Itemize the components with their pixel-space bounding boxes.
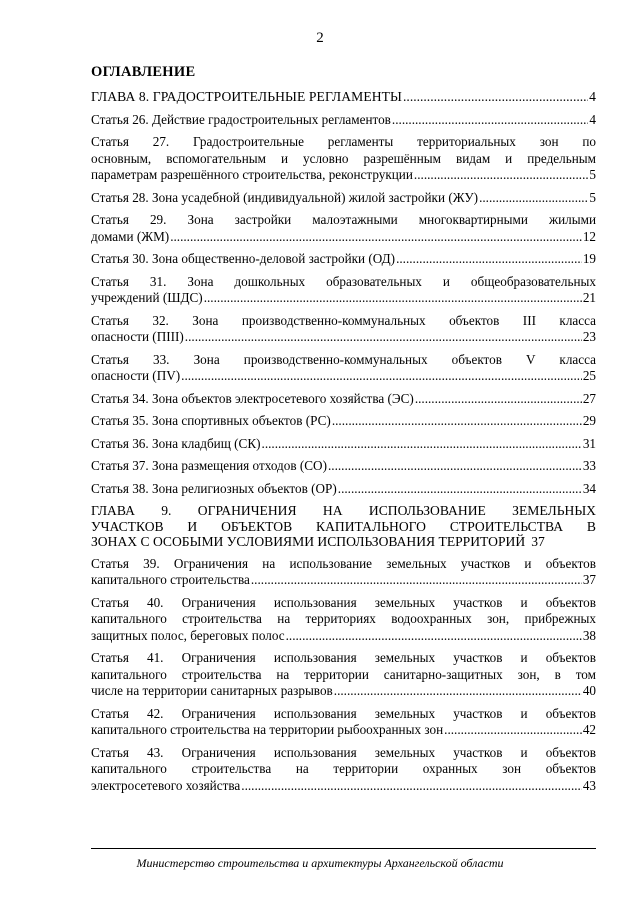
toc-entry-title: Статья 26. Действие градостроительных регламентов	[91, 111, 391, 127]
toc-entry-title: опасности (ПIII)	[91, 329, 184, 344]
dot-leader	[403, 89, 588, 106]
toc-entry[interactable]	[91, 134, 596, 185]
toc-entry-last-line	[91, 481, 596, 498]
toc-entry[interactable]	[91, 481, 596, 499]
toc-entry-line: Статья 32. Зона производственно-коммунальных объектов III класса	[91, 312, 596, 328]
toc-entry[interactable]	[91, 458, 596, 476]
toc-entry-last-line	[91, 229, 596, 246]
toc-entry[interactable]	[91, 556, 596, 590]
toc-entry-page: 5	[589, 167, 596, 182]
toc-entry-last-line	[91, 458, 596, 475]
toc-entry-page: 12	[582, 228, 596, 244]
toc-entry-last-line	[91, 290, 596, 307]
toc-entry-page: 19	[582, 251, 596, 266]
toc-entry-title: числе на территории санитарных разрывов	[91, 683, 333, 698]
toc-entry-last-line	[91, 190, 596, 207]
toc-entry-page: 5	[589, 189, 596, 205]
dot-leader	[392, 112, 588, 129]
toc-entry-last-line	[91, 112, 596, 129]
toc-entry-title: учреждений (ШДС)	[91, 290, 203, 305]
toc-entry[interactable]	[91, 503, 596, 551]
footer-divider	[91, 848, 596, 849]
toc-entry-line: Статья 33. Зона производственно-коммунальных объектов V класса	[91, 351, 596, 367]
dot-leader	[444, 722, 582, 739]
toc-entry-line: Статья 42. Ограничения использования земельных участков и объектов	[91, 705, 596, 721]
toc-entry-page: 43	[582, 777, 596, 793]
toc-entry[interactable]	[91, 391, 596, 409]
toc-entry-last-line	[91, 391, 596, 408]
dot-leader	[328, 458, 582, 475]
toc-entry[interactable]	[91, 413, 596, 431]
toc-entry-title: электросетевого хозяйства	[91, 777, 241, 793]
toc-entry-line: ГЛАВА 9. ОГРАНИЧЕНИЯ НА ИСПОЛЬЗОВАНИЕ ЗЕМЕЛЬНЫХ	[91, 503, 596, 518]
dot-leader	[332, 413, 582, 430]
toc-entry-last-line	[91, 329, 596, 346]
toc-entry-title: защитных полос, береговых полос	[91, 627, 285, 643]
toc-entry[interactable]	[91, 112, 596, 130]
toc-entry-title: капитального строительства на территории рыбоохранных зон	[91, 722, 444, 737]
dot-leader	[204, 290, 582, 307]
toc-entry[interactable]	[91, 436, 596, 454]
toc-entry-line: Статья 27. Градостроительные регламенты территориальных зон по	[91, 134, 596, 149]
toc-entry-line: капитального строительства на территории санитарно-защитных зон, в том	[91, 666, 596, 682]
toc-entry-last-line	[91, 778, 596, 795]
toc-entry-page: 34	[582, 480, 596, 496]
toc-entry[interactable]	[91, 212, 596, 246]
toc-entry-last-line	[91, 628, 596, 645]
toc-entry-page: 25	[582, 368, 596, 383]
dot-leader	[286, 628, 582, 645]
table-of-contents	[91, 89, 596, 800]
toc-entry-title: ГЛАВА 8. ГРАДОСТРОИТЕЛЬНЫЕ РЕГЛАМЕНТЫ	[91, 89, 403, 104]
dot-leader	[334, 683, 582, 700]
toc-entry[interactable]	[91, 745, 596, 796]
toc-entry-page: 38	[582, 627, 596, 643]
dot-leader	[185, 329, 582, 346]
dot-leader	[338, 481, 582, 498]
toc-entry-page: 37	[531, 534, 545, 549]
page-number: 2	[316, 30, 324, 46]
toc-entry-page: 42	[582, 722, 596, 737]
toc-entry-last-line	[91, 683, 596, 700]
toc-entry-title: параметрам разрешённого строительства, реконструкции	[91, 167, 413, 182]
toc-entry[interactable]	[91, 706, 596, 740]
toc-entry-last-line	[91, 251, 596, 268]
toc-entry-title: Статья 37. Зона размещения отходов (СО)	[91, 458, 327, 473]
toc-entry-title: домами (ЖМ)	[91, 228, 170, 244]
toc-entry-title: Статья 30. Зона общественно-деловой застройки (ОД)	[91, 251, 396, 266]
toc-entry-line: Статья 43. Ограничения использования земельных участков и объектов	[91, 744, 596, 760]
toc-entry-title: Статья 28. Зона усадебной (индивидуальной) жилой застройки (ЖУ)	[91, 189, 479, 205]
toc-entry-last-line	[91, 368, 596, 385]
toc-entry[interactable]	[91, 274, 596, 308]
toc-entry-title: опасности (ПV)	[91, 368, 181, 383]
toc-entry[interactable]	[91, 313, 596, 347]
toc-entry[interactable]	[91, 190, 596, 208]
dot-leader	[479, 190, 588, 207]
toc-entry-last-line	[91, 89, 596, 106]
toc-entry-line: капитального строительства на территории охранных зон объектов	[91, 761, 596, 776]
toc-entry-page: 31	[582, 435, 596, 451]
toc-entry[interactable]	[91, 251, 596, 269]
toc-entry-last-line	[91, 413, 596, 430]
toc-entry-line: УЧАСТКОВ И ОБЪЕКТОВ КАПИТАЛЬНОГО СТРОИТЕЛЬСТВА В	[91, 518, 596, 534]
toc-entry[interactable]	[91, 352, 596, 386]
toc-entry[interactable]	[91, 595, 596, 646]
toc-entry-last-line	[91, 534, 596, 550]
toc-entry-line: капитального строительства на территориях водоохранных зон, прибрежных	[91, 611, 596, 626]
toc-heading: ОГЛАВЛЕНИЕ	[91, 64, 196, 80]
toc-entry-last-line	[91, 436, 596, 453]
toc-entry-page: 37	[582, 572, 596, 587]
toc-entry-page: 40	[582, 683, 596, 698]
toc-entry-page: 21	[582, 290, 596, 305]
toc-entry-title: Статья 38. Зона религиозных объектов (ОР)	[91, 480, 337, 496]
toc-entry-page: 23	[582, 329, 596, 344]
toc-entry-line: основным, вспомогательным и условно разрешённым видам и предельным	[91, 150, 596, 166]
toc-entry-title: Статья 35. Зона спортивных объектов (РС)	[91, 413, 331, 428]
toc-entry-title: капитального строительства	[91, 572, 250, 587]
toc-entry-page: 33	[582, 458, 596, 473]
dot-leader	[414, 167, 588, 184]
toc-entry-last-line	[91, 722, 596, 739]
dot-leader	[170, 229, 582, 246]
toc-entry-last-line	[91, 167, 596, 184]
toc-entry-page: 27	[582, 390, 596, 406]
toc-entry[interactable]	[91, 89, 596, 107]
toc-entry-line: Статья 41. Ограничения использования земельных участков и объектов	[91, 650, 596, 665]
dot-leader	[262, 436, 582, 453]
dot-leader	[241, 778, 582, 795]
toc-entry-line: Статья 31. Зона дошкольных образовательных и общеобразовательных	[91, 273, 596, 289]
toc-entry-page: 4	[589, 89, 596, 104]
dot-leader	[415, 391, 582, 408]
toc-entry-line: Статья 40. Ограничения использования земельных участков и объектов	[91, 594, 596, 610]
dot-leader	[251, 572, 582, 589]
toc-entry-last-line	[91, 572, 596, 589]
toc-entry-title: Статья 34. Зона объектов электросетевого хозяйства (ЭС)	[91, 390, 414, 406]
toc-entry-page: 4	[589, 111, 596, 127]
toc-entry-title: Статья 36. Зона кладбищ (СК)	[91, 435, 261, 451]
dot-leader	[181, 368, 582, 385]
toc-entry-page: 29	[582, 413, 596, 428]
toc-entry-line: Статья 29. Зона застройки малоэтажными многоквартирными жилыми	[91, 212, 596, 227]
toc-entry[interactable]	[91, 650, 596, 701]
dot-leader	[396, 251, 582, 268]
toc-entry-title: ЗОНАХ С ОСОБЫМИ УСЛОВИЯМИ ИСПОЛЬЗОВАНИЯ ТЕРРИТОРИЙ	[91, 534, 526, 549]
toc-entry-line: Статья 39. Ограничения на использование земельных участков и объектов	[91, 555, 596, 571]
footer-text: Министерство строительства и архитектуры Архангельской области	[136, 856, 504, 870]
